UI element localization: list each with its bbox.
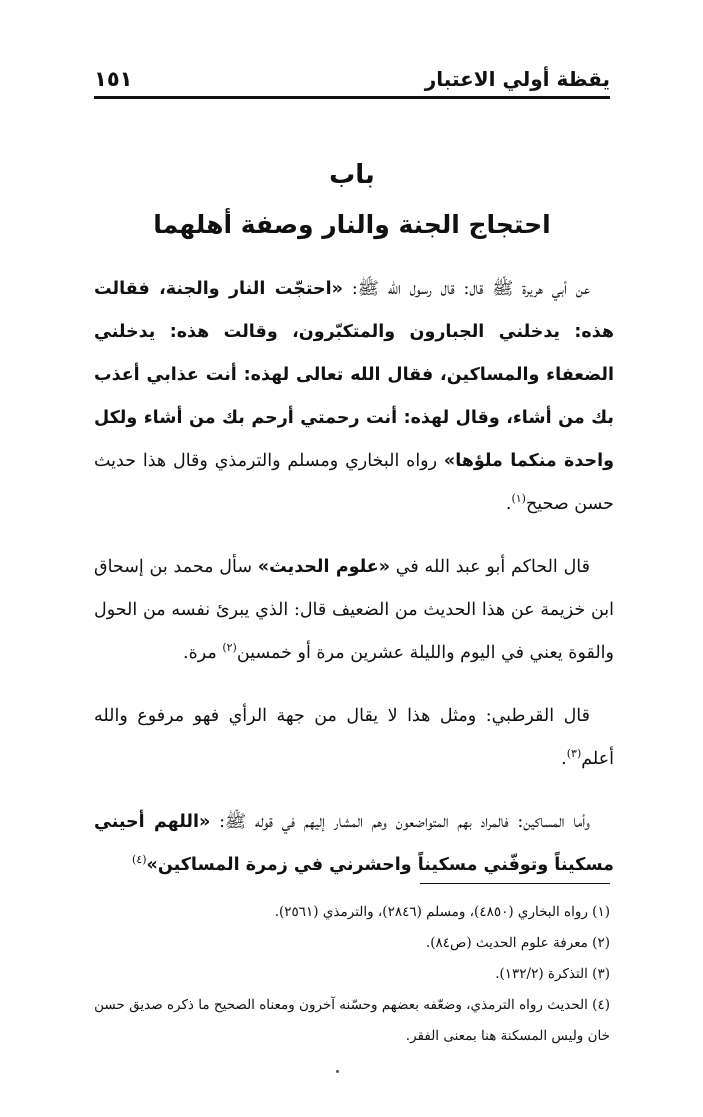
footnote-ref: (٢) — [222, 641, 237, 655]
body-text — [94, 268, 614, 907]
chapter-title: احتجاج الجنة والنار وصفة أهلهما — [153, 210, 551, 239]
paragraph-text: قال الحاكم أبو عبد الله في — [390, 557, 590, 577]
book-title: «علوم الحديث» — [257, 557, 391, 577]
paragraph-text: قال القرطبي: ومثل هذا لا يقال من جهة الرأي فهو مرفوع والله أعلم — [94, 706, 614, 769]
paragraph — [94, 268, 614, 526]
footnote: (٣) التذكرة (١٣٢/٢). — [495, 966, 610, 982]
paragraph — [94, 695, 614, 781]
footnote: (٢) معرفة علوم الحديث (ص٨٤). — [425, 935, 610, 951]
paragraph — [94, 801, 614, 887]
print-speck — [336, 1070, 339, 1073]
footnote-ref: (٣) — [566, 747, 582, 761]
running-title: يقظة أولي الاعتبار — [424, 67, 610, 91]
paragraph-text: . — [505, 494, 512, 514]
footnote-ref: (١) — [511, 492, 526, 506]
paragraph — [94, 546, 614, 675]
hadith-quote: «اللهم أحيني مسكيناً وتوفّني مسكيناً واحشرني في زمرة المساكين» — [94, 812, 614, 875]
footnote: (١) رواه البخاري (٤٨٥٠)، ومسلم (٢٨٤٦)، والترمذي (٢٥٦١). — [274, 904, 610, 920]
footnotes — [94, 897, 610, 1052]
page-header — [94, 58, 610, 99]
chapter-label: باب — [329, 160, 375, 190]
footnote: (٤) الحديث رواه الترمذي، وضعّفه بعضهم وحسّنه آخرون ومعناه الصحيح ما ذكره صديق حسن خان وليس المسكنة هنا بمعنى الفقر. — [94, 997, 610, 1044]
paragraph-text: وأما المساكين: فالمراد بهم المتواضعون وهم المشار إليهم في قوله ﷺ: — [210, 812, 590, 832]
footnote-divider — [420, 883, 610, 884]
paragraph-text: سأل محمد بن إسحاق ابن خزيمة عن هذا الحديث من الضعيف قال: الذي يبرئ نفسه من الحول والقوة يعني في اليوم والليلة عشرين مرة أو خمسين — [94, 557, 614, 663]
footnote-ref: (٤) — [132, 853, 147, 867]
paragraph-text: عن أبي هريرة ﷺ قال: قال رسول الله ﷺ: — [342, 279, 590, 299]
paragraph-text: رواه البخاري ومسلم والترمذي وقال هذا حديث حسن صحيح — [94, 451, 614, 514]
paragraph-text: مرة. — [183, 643, 223, 663]
hadith-quote: «احتجّت النار والجنة، فقالت هذه: يدخلني الجبارون والمتكبّرون، وقالت هذه: يدخلني الضعفاء والمساكين، فقال الله تعالى لهذه: أنت عذابي أعذب بك من أشاء، وقال لهذه: أنت رحمتي أرحم بك من أشاء ولكل واحدة منكما ملؤها» — [94, 279, 614, 471]
paragraph-text: . — [561, 749, 567, 769]
page-number: ١٥١ — [94, 67, 133, 91]
